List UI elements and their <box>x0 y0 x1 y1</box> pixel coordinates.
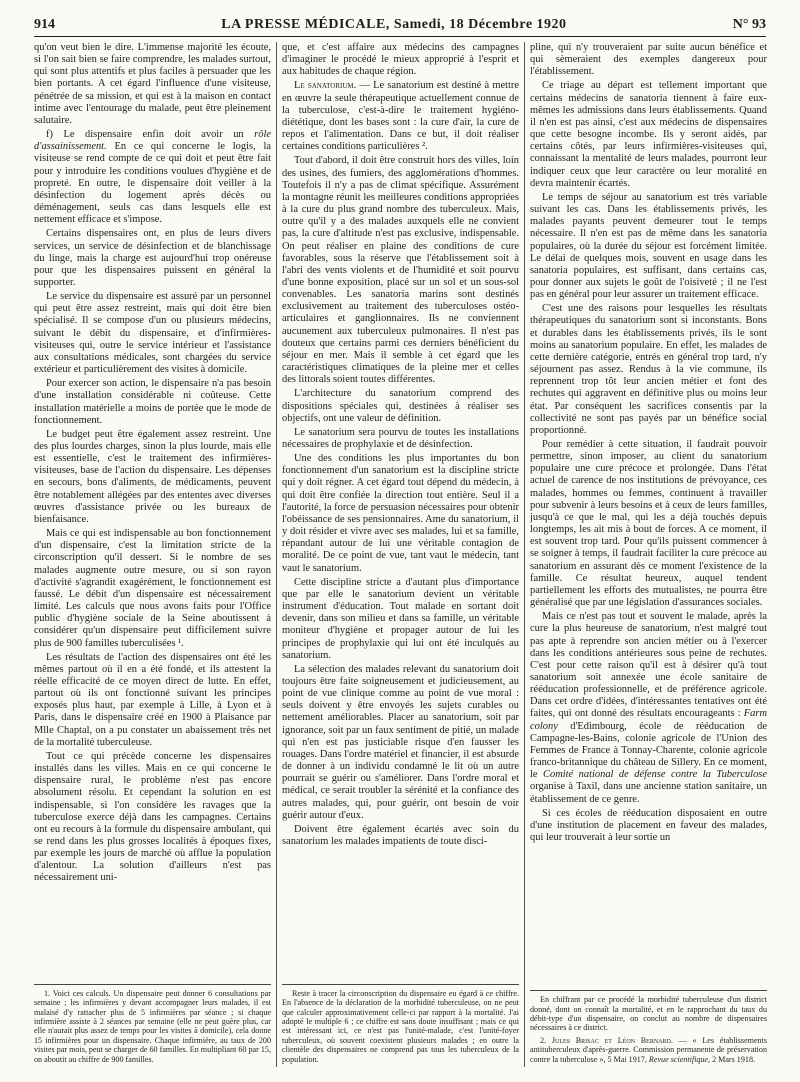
column-1 <box>34 42 271 1067</box>
paragraph: Le service du dispensaire est assuré par un personnel qui peut être assez restreint, mais qui doit être bien spécialisé. Il se compose d'un ou plusieurs médecins, suivant le débit du dispensaire, et d'infirmières-visiteuses qui, outre le service intérieur et l'assistance aux consultations médicales, sont chargées du service extérieur et particulièrement des visites à domicile. <box>34 291 271 376</box>
paragraph: Le budget peut être également assez restreint. Une des plus lourdes charges, sinon la plus lourde, mais elle est essentielle, c'est le traitement des infirmières-visiteuses, base de l'action du dispensaire. Les dépenses en secours, bons d'aliments, de médicaments, peuvent être notablement allégées par des ententes avec diverses œuvres d'assistance privée ou les bureaux de bienfaisance. <box>34 428 271 525</box>
paragraph: L'architecture du sanatorium comprend des dispositions spéciales qui, destinées à réaliser ses objectifs, ont une valeur de définition. <box>282 388 519 424</box>
footnote-continued: Reste à tracer la circonscription du dispensaire eu égard à ce chiffre. En l'absence de la déclaration de la morbidité tuberculeuse, on ne peut que calculer approximativement celle-ci par rapport à la mortalité. J'ai adopté le multiple 6 ; ce chiffre est sans doute insuffisant ; mais ce qui est intéressant ici, ce n'est pas l'unité-malade, c'est l'unité-foyer tuberculeux, où souvent coexistent plusieurs malades ; en outre la clientèle des dispensaires ne comprend pas tous les tuberculeux de la population. <box>282 988 519 1064</box>
paragraph: Mais ce n'est pas tout et souvent le malade, après la cure la plus heureuse de sanatorium, n'est malgré tout pas apte à reprendre son ancien métier ou à l'exercer dans les conditions antérieures sous peine de rechutes. C'est pour cette raison qu'il est à désirer qu'à tout sanatorium soit annexée une école sanitaire de rééducation professionnelle, et de préférence agricole. Dans cet ordre d'idées, d'intéressantes tentatives ont été faites, qui ont donné des résultats encourageants : Farm colony d'Edimbourg, école de rééducation de Campagne-les-Bains, colonie agricole de l'Union des Femmes de France à Tonnay-Charente, colonie agricole franco-britannique du château de Sillery. En ce moment, le Comité national de défense contre la Tuberculose organise à Taxil, dans une ancienne station sanitaire, un établissement de ce genre. <box>530 611 767 805</box>
paragraph: que, et c'est affaire aux médecins des campagnes d'imaginer le procédé le mieux approprié à l'esprit et aux habitudes de chaque région. <box>282 42 519 78</box>
paragraph: pline, qui n'y trouveraient par suite aucun bénéfice et qui sèmeraient des exemples dangereux pour l'établissement. <box>530 42 767 78</box>
paragraph: Pour exercer son action, le dispensaire n'a pas besoin d'une installation considérable ni coûteuse. Cette installation matérielle a moins de portée que le mode de fonctionnement. <box>34 378 271 426</box>
column-3 <box>530 42 767 1067</box>
footnote-2: 2. Jules Brisac et Léon Bernard. — « Les établissements antituberculeux d'après-guerre. Commission permanente de préservation contre la tuberculose », 5 Mai 1917, Revue scientifique, 2 Mars 1918. <box>530 1035 768 1064</box>
footnotes <box>530 990 767 1067</box>
journal-name: LA PRESSE MÉDICALE, <box>221 17 390 32</box>
footnotes <box>34 984 271 1067</box>
paragraph: Pour remédier à cette situation, il faudrait pouvoir permettre, sinon imposer, au client du sanatorium populaire une cure précoce et prolongée. Dans l'état actuel de carence de nos institutions de prévoyance, ces malades, hommes ou femmes, continuent à travailler pour subvenir à leurs besoins et à ceux de leurs familles, jusqu'à ce que le mal, qui les a déjà touchés depuis longtemps, les ait mis à bout de forces. A ce moment, il est souvent trop tard. Pour qu'ils puissent commencer à se soigner à temps, il faudrait faciliter la cure précoce au sanatorium en assurant dès ce moment l'existence de la famille. Ce résultat heureux, auquel tendent partiellement les efforts des mutualistes, ne pourra être généralisé que par une législation d'assurances sociales. <box>530 439 767 609</box>
footnote-1: 1. Voici ces calculs. Un dispensaire peut donner 6 consultations par semaine ; les infirmières y devant accompagner leurs malades, il est malaisé d'y rattacher plus de 5 infirmières par séance ; si chaque infirmière assiste à 2 séances par semaine (elle ne peut guère plus, car elle n'aurait plus assez de temps pour les visites à domicile), cela donne 15 infirmières pour un dispensaire. Chaque infirmière, au taux de 200 visites par mois, peut se charger de 60 familles. En multipliant 60 par 15, on aboutit au chiffre de 900 familles. <box>34 988 271 1064</box>
paragraph: Ce triage au départ est tellement important que certains médecins de sanatoria tiennent à faire eux-mêmes les admissions dans leurs établissements. Quand il n'en est pas ainsi, c'est aux médecins de dispensaires que cette besogne incombe. Ils y seront aidés, par certains côtés, par leurs infirmières-visiteuses qui, connaissant la mentalité de leurs malades, pourront leur indiquer ceux que leur caractère ou leur moralité en devra maintenir écartés. <box>530 80 767 189</box>
paragraph: Le sanatorium sera pourvu de toutes les installations nécessaires de prophylaxie et de désinfection. <box>282 426 519 450</box>
paragraph: Les résultats de l'action des dispensaires ont été les mêmes partout où il en a été fondé, et ils attestent la réelle efficacité de ce moyen direct de lutte. En effet, partout où ils ont fonctionné suivant les principes exposés plus haut, par exemple à Lille, à Lyon et à Paris, dans le dispensaire créé en 1900 à Plaisance par Mlle Chaptal, on a pu constater un abaissement très net de la mortalité tuberculeuse. <box>34 651 271 748</box>
paragraph: La sélection des malades relevant du sanatorium doit toujours être faite soigneusement et judicieusement, au point de vue clinique comme au point de vue moral : seuls doivent y être envoyés les sujets curables ou nettement améliorables. Placer au sanatorium, soit par ignorance, soit par un faux sentiment de pitié, un malade qui n'en est pas justiciable risque d'en fausser les rouages. Dans l'ordre matériel et financier, il est absurde de donner à un individu condamné le lit où un autre pourrait se guérir ou s'améliorer. Dans l'ordre moral et médical, ce serait troubler la sérénité et la confiance des autres malades, qui, pour guérir, ont besoin de voir guérir autour d'eux. <box>282 663 519 821</box>
paragraph: qu'on veut bien le dire. L'immense majorité les écoute, si l'on sait bien se faire comprendre, les malades surtout, qui sont plus attentifs et plus faciles à persuader que les bien portants. A cet égard l'influence d'une visiteuse, pénétrée de sa mission, et qui est à la maison en contact intime avec l'entourage du malade, peut être pleinement salutaire. <box>34 42 271 126</box>
paragraph: Tout d'abord, il doit être construit hors des villes, loin des usines, des fumiers, des agglomérations d'hommes. Toutefois il n'y a pas de climat spécifique. Assurément la montagne réunit les meilleures conditions appropriées à la cure du plus grand nombre des tuberculeux. Mais, outre qu'il y a des malades auxquels elle ne convient pas, la cure d'altitude n'est pas exclusive, indispensable. On peut réaliser en plaine des conditions de cure favorables, sous la réserve que l'établissement soit à l'abri des vents violents et de l'humidité et soit pourvu d'une bonne exposition, placé sur un sol et un sous-sol convenables. Les sanatoria marins sont destinés exclusivement au traitement des tuberculoses ostéo-articulaires et ganglionnaires. Ils ne conviennent aucunement aux tuberculeux pulmonaires. Il n'est pas douteux que certains parmi ces derniers bénéficient du séjour en mer. Mais il semble à cet égard que les caractéristiques climatiques de la pleine mer et celles des littorals soient toutes différentes. <box>282 155 519 386</box>
page-header <box>34 14 766 37</box>
paragraph: Certains dispensaires ont, en plus de leurs divers services, un service de désinfection et de blanchissage du linge, mais la charge est aujourd'hui trop onéreuse pour que les dispensaires puissent en général la supporter. <box>34 228 271 288</box>
section-sanatorium: Le sanatorium. — Le sanatorium est destiné à mettre en œuvre la seule thérapeutique actuellement connue de la tuberculose, c'est-à-dire le traitement hygiéno-diététique, dont les bases sont : la cure d'air, la cure de repos et l'alimentation. Dans ce but, il doit réaliser certaines conditions particulières ². <box>282 80 519 153</box>
issue-date: Samedi, 18 Décembre 1920 <box>393 17 567 32</box>
section-heading: Le sanatorium. <box>294 80 357 92</box>
paragraph: Si ces écoles de rééducation disposaient en outre d'une institution de placement en faveur des malades, qui leur trouverait à leur sortie un <box>530 807 767 843</box>
paragraph: Doivent être également écartés avec soin du sanatorium les malades impatients de toute disci- <box>282 823 519 847</box>
footnote-continued: En chiffrant par ce procédé la morbidité tuberculeuse d'un district donné, dont on connaît la mortalité, et en le rapprochant du taux du débit-type d'un dispensaire, on conclut au nombre de dispensaires nécessaires à ce district. <box>530 995 767 1033</box>
paragraph: Une des conditions les plus importantes du bon fonctionnement d'un sanatorium est la discipline stricte qui y doit régner. A cet égard tout dépend du médecin, à qui doit être confiée la direction tout entière. Seul il a l'autorité, la force de persuasion nécessaires pour obtenir l'obéissance de ses pensionnaires. Ame du sanatorium, il y doit résider et vivre avec ses malades, lui et sa famille, répandant autour de lui une véritable contagion de moralité. De ce point de vue, tant vaut le médecin, tant vaut le sanatorium. <box>282 453 519 574</box>
column-2 <box>282 42 519 1067</box>
paragraph: Le temps de séjour au sanatorium est très variable suivant les cas. Dans les établissements privés, les malades payants peuvent demeurer tout le temps nécessaire. Il n'en est pas de même dans les sanatoria populaires, où la durée du séjour est forcément limitée. Le délai de quelques mois, souvent en usage dans les sanatoria populaires, est suffisant, dans certains cas, pour donner aux sujets le goût de l'oisiveté ; il ne l'est pas en général pour leur assurer un traitement efficace. <box>530 191 767 301</box>
article-columns <box>34 42 767 1067</box>
paragraph: Mais ce qui est indispensable au bon fonctionnement d'un dispensaire, c'est la limitation stricte de la circonscription qu'il dessert. Si le nombre de ses malades augmente outre mesure, ou si son rayon d'activité s'agrandit exagérément, le fonctionnement est faussé. Le débit d'un dispensaire est nécessairement limité. Les calculs que nous avons faits pour l'Office public d'hygiène sociale de la Seine aboutissent à considérer qu'un dispensaire peut difficilement suivre plus de 900 familles tuberculisées ¹. <box>34 528 271 649</box>
page-number: 914 <box>34 17 55 32</box>
paragraph: C'est une des raisons pour lesquelles les résultats thérapeutiques du sanatorium sont si inconstants. Bons et durables dans les établissements privés, ils le sont moins au sanatorium populaire. En effet, les malades de cette dernière catégorie, entrés en général trop tard, n'y séjournent pas assez. Rendus à la vie commune, ils reprennent trop tôt leur ancien métier et font des rechutes qui aggravent en définitive plus ou moins leur état. Par conséquent les sacrifices consentis par la collectivité ne sont pas payés par un bénéfice social proportionné. <box>530 303 767 436</box>
paragraph: f) Le dispensaire enfin doit avoir un rôle d'assainissement. En ce qui concerne le logis, la visiteuse se rend compte de ce qui doit et peut être fait pour y introduire les conditions voulues d'hygiène et de propreté. En outre, le dispensaire doit veiller à la désinfection du logement après décès ou déménagement, seuls cas dans lesquels elle est nettement efficace et s'impose. <box>34 129 271 226</box>
paragraph: Cette discipline stricte a d'autant plus d'importance que par elle le sanatorium devient un véritable instrument d'éducation. Tout malade en sortant doit devenir, dans son milieu et dans sa famille, un véritable moniteur d'hygiène et propager autour de lui les principes de prophylaxie qui lui ont été inculqués au sanatorium. <box>282 576 519 661</box>
paragraph: Tout ce qui précède concerne les dispensaires installés dans les villes. Mais en ce qui concerne le dispensaire rural, le problème n'est pas encore absolument résolu. Et cependant la solution en est indispensable, si l'on considère les ravages que la tuberculose exerce déjà dans les campagnes. Certains ont eu recours à la formule du dispensaire ambulant, qui se rend dans les plus grosses localités à époques fixes, par exemple les jours de marché où afflue la population d'alentour. La solution d'ailleurs n'est pas nécessairement uni- <box>34 750 271 884</box>
journal-title-line <box>221 17 566 33</box>
issue-number: N° 93 <box>732 17 766 32</box>
footnotes <box>282 984 519 1067</box>
